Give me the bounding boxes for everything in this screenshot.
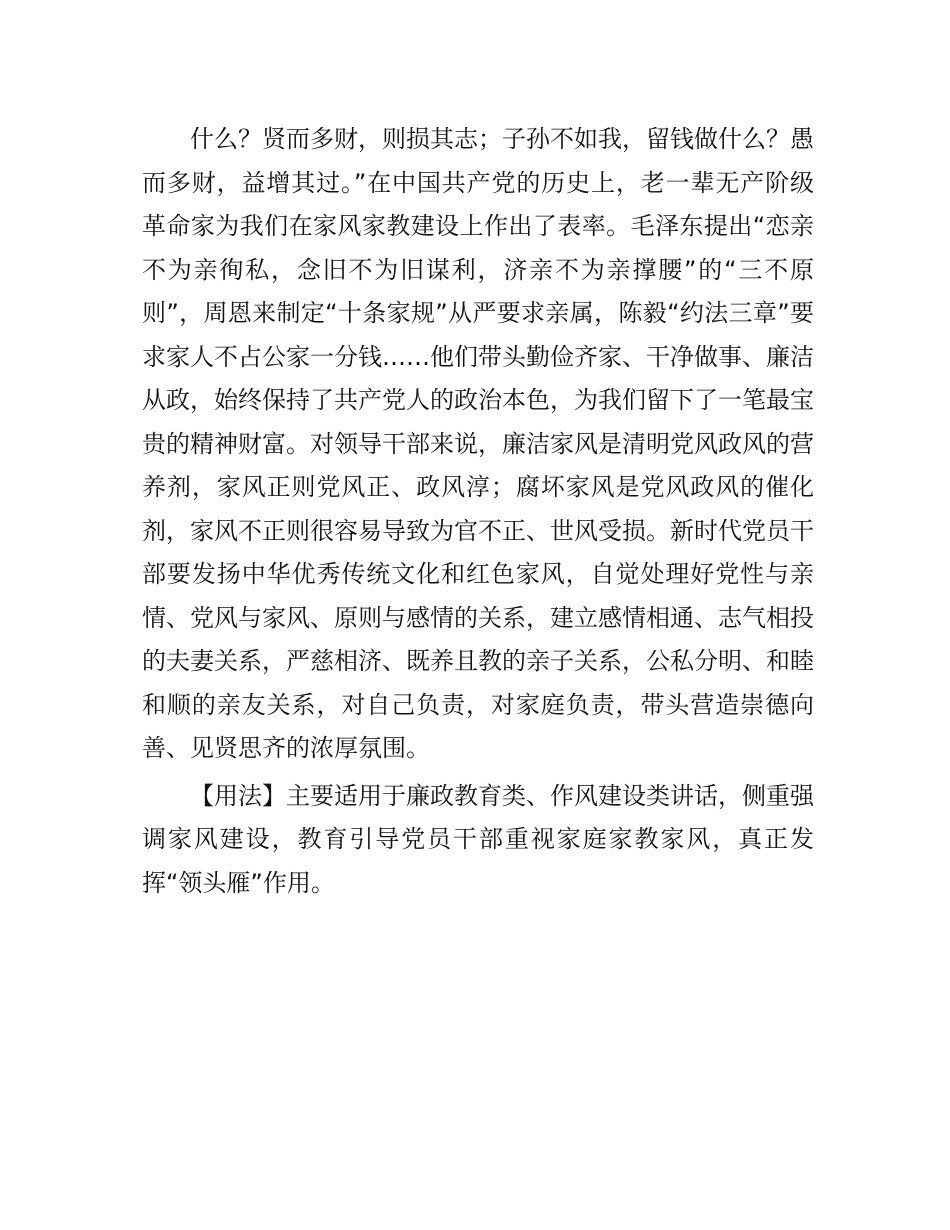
- usage-paragraph: 【用法】主要适用于廉政教育类、作风建设类讲话，侧重强调家风建设，教育引导党员干部重视家庭家教家风，真正发挥“领头雁”作用。: [142, 781, 814, 897]
- body-paragraph: 什么？贤而多财，则损其志；子孙不如我，留钱做什么？愚而多财，益增其过。”在中国共产党的历史上，老一辈无产阶级革命家为我们在家风家教建设上作出了表率。毛泽东提出“恋亲不为亲徇私，念旧不为旧谋利，济亲不为亲撑腰”的“三不原则”，周恩来制定“十条家规”从严要求亲属，陈毅“约法三章”要求家人不占公家一分钱……他们带头勤俭齐家、干净做事、廉洁从政，始终保持了共产党人的政治本色，为我们留下了一笔最宝贵的精神财富。对领导干部来说，廉洁家风是清明党风政风的营养剂，家风正则党风正、政风淳；腐坏家风是党风政风的催化剂，家风不正则很容易导致为官不正、世风受损。新时代党员干部要发扬中华优秀传统文化和红色家风，自觉处理好党性与亲情、党风与家风、原则与感情的关系，建立感情相通、志气相投的夫妻关系，严慈相济、既养且教的亲子关系，公私分明、和睦和顺的亲友关系，对自己负责，对家庭负责，带头营造崇德向善、见贤思齐的浓厚氛围。: [142, 125, 814, 762]
- document-body: [142, 118, 814, 905]
